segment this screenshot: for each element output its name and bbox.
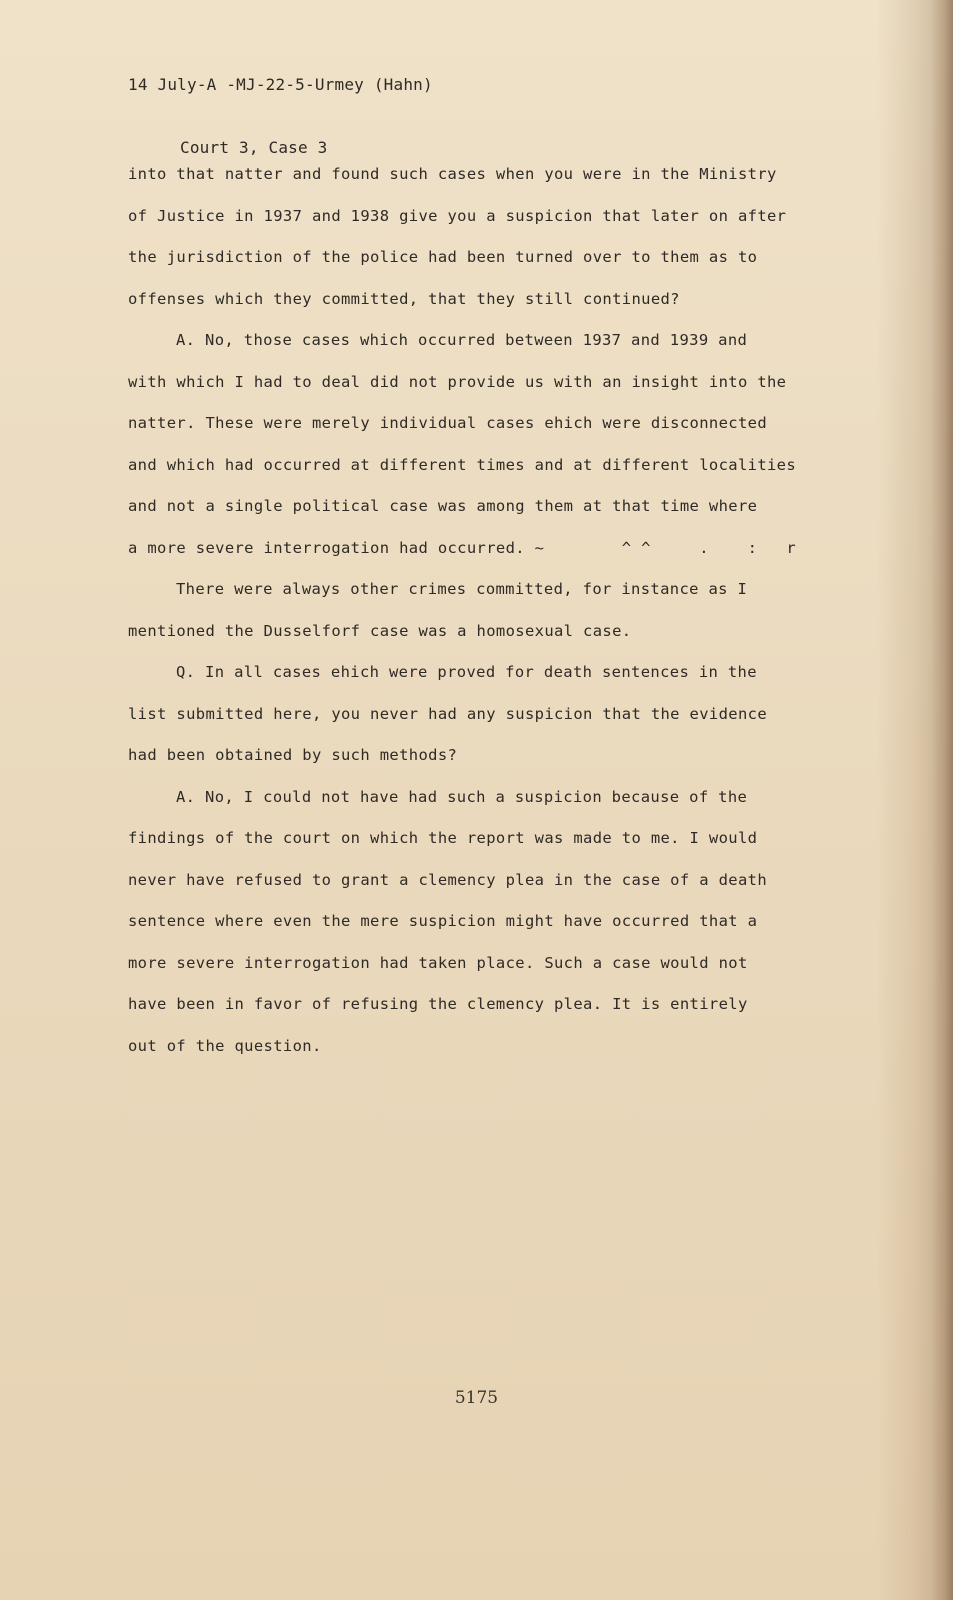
paper-edge-shadow bbox=[931, 0, 953, 1600]
body-line: offenses which they committed, that they still continued? bbox=[128, 289, 680, 308]
body-line: A. No, I could not have had such a suspicion because of the bbox=[176, 787, 748, 806]
transcript-body bbox=[128, 154, 828, 1067]
body-line: natter. These were merely individual cases ehich were disconnected bbox=[128, 414, 767, 432]
body-line: the jurisdiction of the police had been turned over to them as to bbox=[128, 248, 758, 266]
body-line: of Justice in 1937 and 1938 give you a suspicion that later on after bbox=[128, 206, 787, 225]
body-line: findings of the court on which the report was made to me. I would bbox=[128, 829, 758, 847]
body-line: more severe interrogation had taken place. Such a case would not bbox=[128, 953, 748, 972]
body-line: and not a single political case was among them at that time where bbox=[128, 497, 758, 515]
body-line: never have refused to grant a clemency plea in the case of a death bbox=[128, 870, 767, 889]
body-line: out of the question. bbox=[128, 1036, 322, 1055]
body-line: have been in favor of refusing the clemency plea. It is entirely bbox=[128, 995, 748, 1013]
body-line: list submitted here, you never had any suspicion that the evidence bbox=[128, 704, 767, 723]
body-line: into that natter and found such cases when you were in the Ministry bbox=[128, 165, 777, 183]
body-line: A. No, those cases which occurred between 1937 and 1939 and bbox=[176, 331, 748, 349]
body-line: and which had occurred at different times and at different localities bbox=[128, 455, 797, 474]
header-line-1: 14 July-A -MJ-22-5-Urmey (Hahn) bbox=[128, 75, 433, 94]
body-line: with which I had to deal did not provide us with an insight into the bbox=[128, 372, 787, 391]
body-line: sentence where even the mere suspicion might have occurred that a bbox=[128, 912, 758, 930]
body-line: Q. In all cases ehich were proved for death sentences in the bbox=[176, 663, 757, 681]
body-line: mentioned the Dusselforf case was a homosexual case. bbox=[128, 621, 632, 640]
body-line: a more severe interrogation had occurred. ~ ^ ^ . : r bbox=[128, 538, 797, 557]
body-line: There were always other crimes committed, for instance as I bbox=[176, 580, 748, 598]
header-line-2: Court 3, Case 3 bbox=[180, 138, 328, 157]
body-line: had been obtained by such methods? bbox=[128, 746, 458, 764]
page-number: 5175 bbox=[454, 1388, 499, 1408]
